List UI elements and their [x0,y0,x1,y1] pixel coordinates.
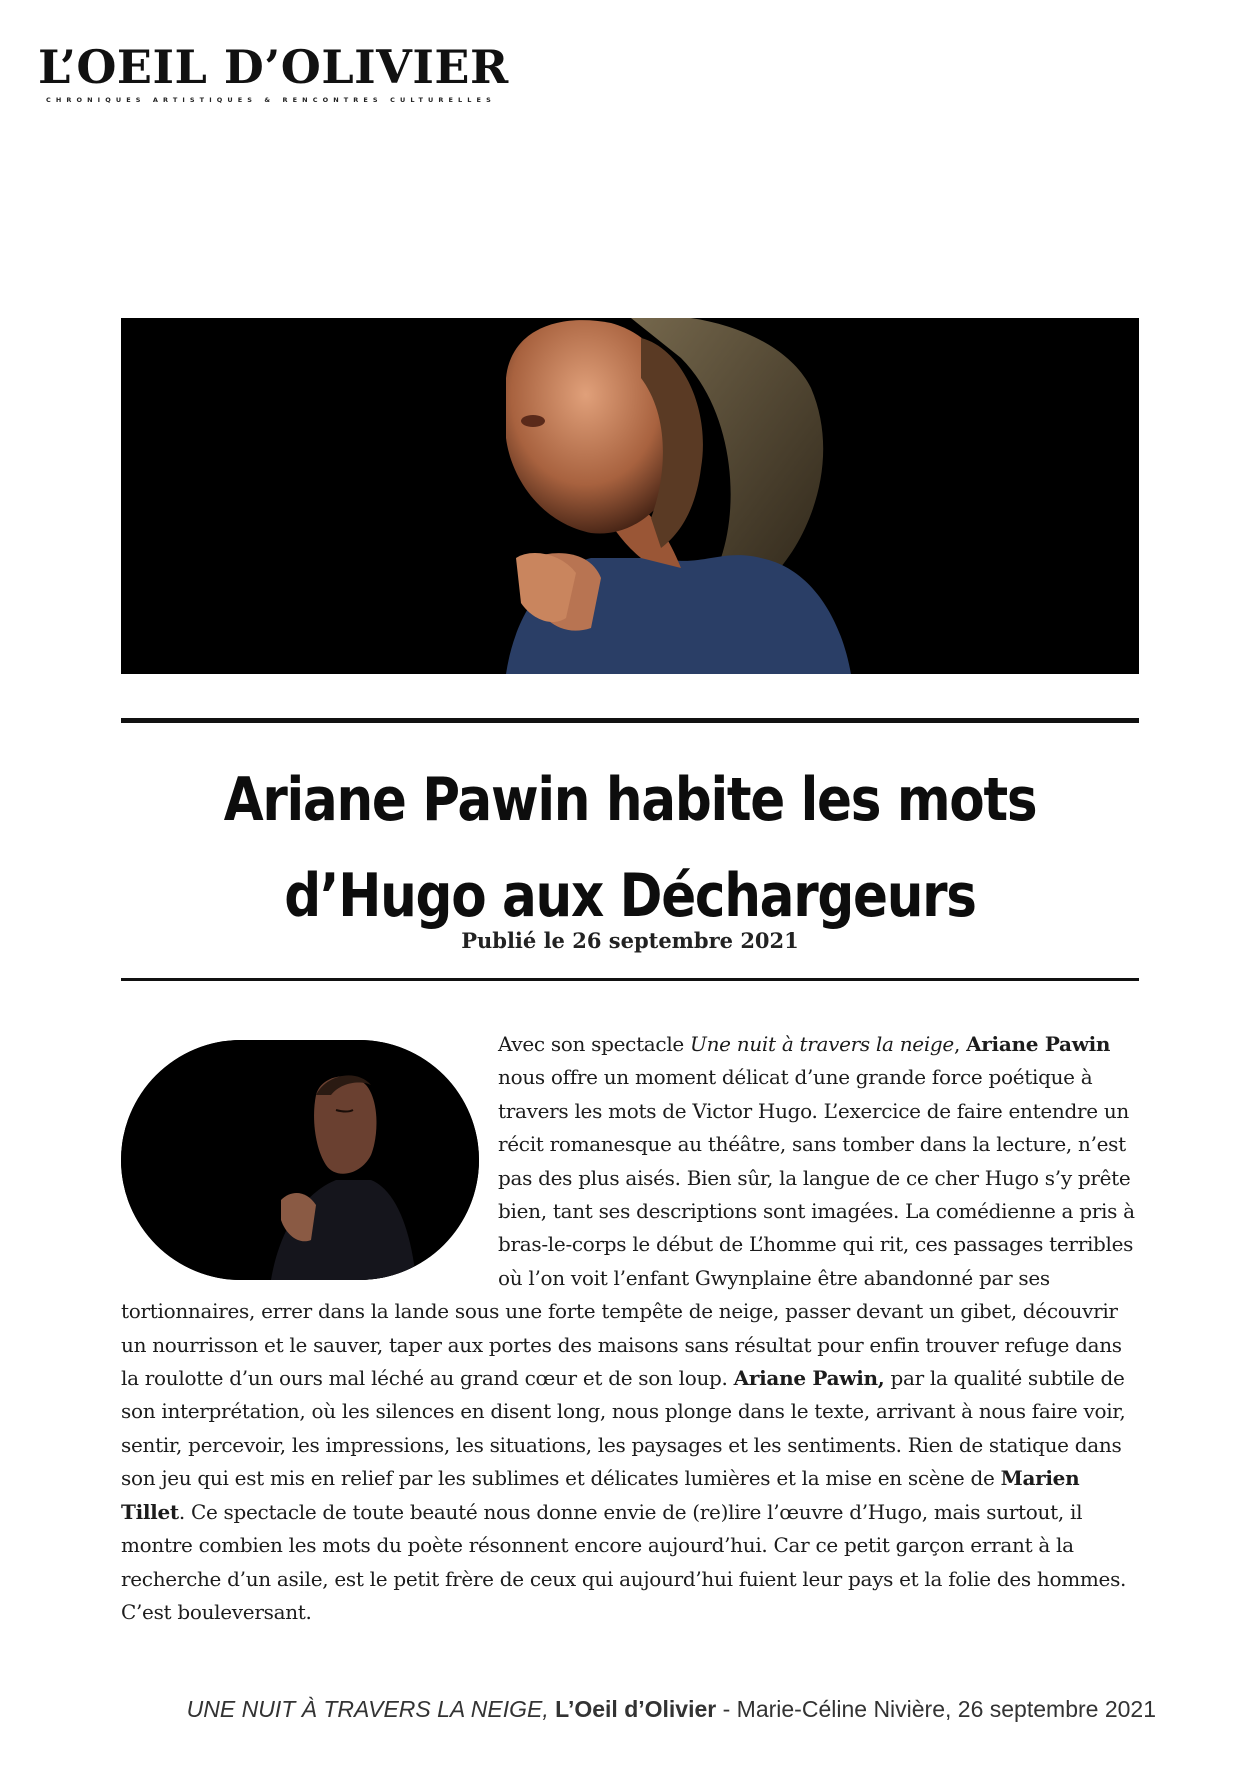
headline-line-1: Ariane Pawin habite les mots [223,765,1037,835]
show-title: Une nuit à travers la neige [690,1032,954,1056]
credit-show-title: UNE NUIT À TRAVERS LA NEIGE, [186,1696,549,1722]
body-text: , [953,1032,967,1056]
publish-date: Publié le 26 septembre 2021 [461,928,799,953]
body-text: Avec son spectacle [498,1032,691,1056]
portrait-spacer [121,1028,498,1288]
body-text: nous offre un moment délicat d’une grande force poétique à travers les mots de Victor Hugo. L’exercice de faire entendre un récit romanesque au théâtre, sans tomber dans la lecture, n’est pas des plus aisés. Bien sûr, la langue de ce cher Hugo s’y prête bien, tant ses descriptions sont imagées. La comédienne a pris à bras-le-corps le début de L’homme qui rit, ces passages terribles où l’on voit l’enfant Gwynplaine être abandonné par ses tortionnaires, errer dans la lande sous une forte tempête de neige, passer devant un gibet, découvrir un nourrisson et le sauver, taper aux portes des maisons sans résultat pour enfin trouver refuge dans la roulotte d’un ours mal léché au grand cœur et de son loup. [121,1065,1135,1391]
body-text: . Ce spectacle de toute beauté nous donne envie de (re)lire l’œuvre d’Hugo, mais surtout, il montre combien les mots du poète résonnent encore aujourd’hui. Car ce petit garçon errant à la recherche d’un asile, est le petit frère de ceux qui aujourd’hui fuient leur pays et la folie des hommes. C’est bouleversant. [121,1499,1127,1624]
site-logo[interactable]: L’OEIL D’OLIVIER [38,40,509,94]
masthead [38,42,509,104]
performer-name: Ariane Pawin [966,1032,1111,1056]
divider-top [121,718,1139,723]
hero-photo-illustration [121,318,1139,674]
article-body [121,1028,1139,1629]
article-headline [192,752,1067,944]
divider-bottom [121,978,1139,981]
credit-author-date: - Marie-Céline Nivière, 26 septembre 2021 [716,1696,1156,1722]
source-credit [187,1696,1156,1723]
headline-line-2: d’Hugo aux Déchargeurs [284,861,976,931]
site-tagline: CHRONIQUES ARTISTIQUES & RENCONTRES CULTURELLES [46,96,496,104]
body-text: par la qualité subtile de son interprétation, où les silences en disent long, nous plonge dans le texte, arrivant à nous faire voir, sentir, percevoir, les impressions, les situations, les paysages et les sentiments. Rien de statique dans son jeu qui est mis en relief par les sublimes et délicates lumières et la mise en scène de [121,1366,1126,1491]
director-name: Marien Tillet [121,1466,1080,1524]
hero-photo [121,318,1139,674]
performer-name: Ariane Pawin, [733,1366,885,1391]
credit-publication: L’Oeil d’Olivier [555,1696,717,1722]
